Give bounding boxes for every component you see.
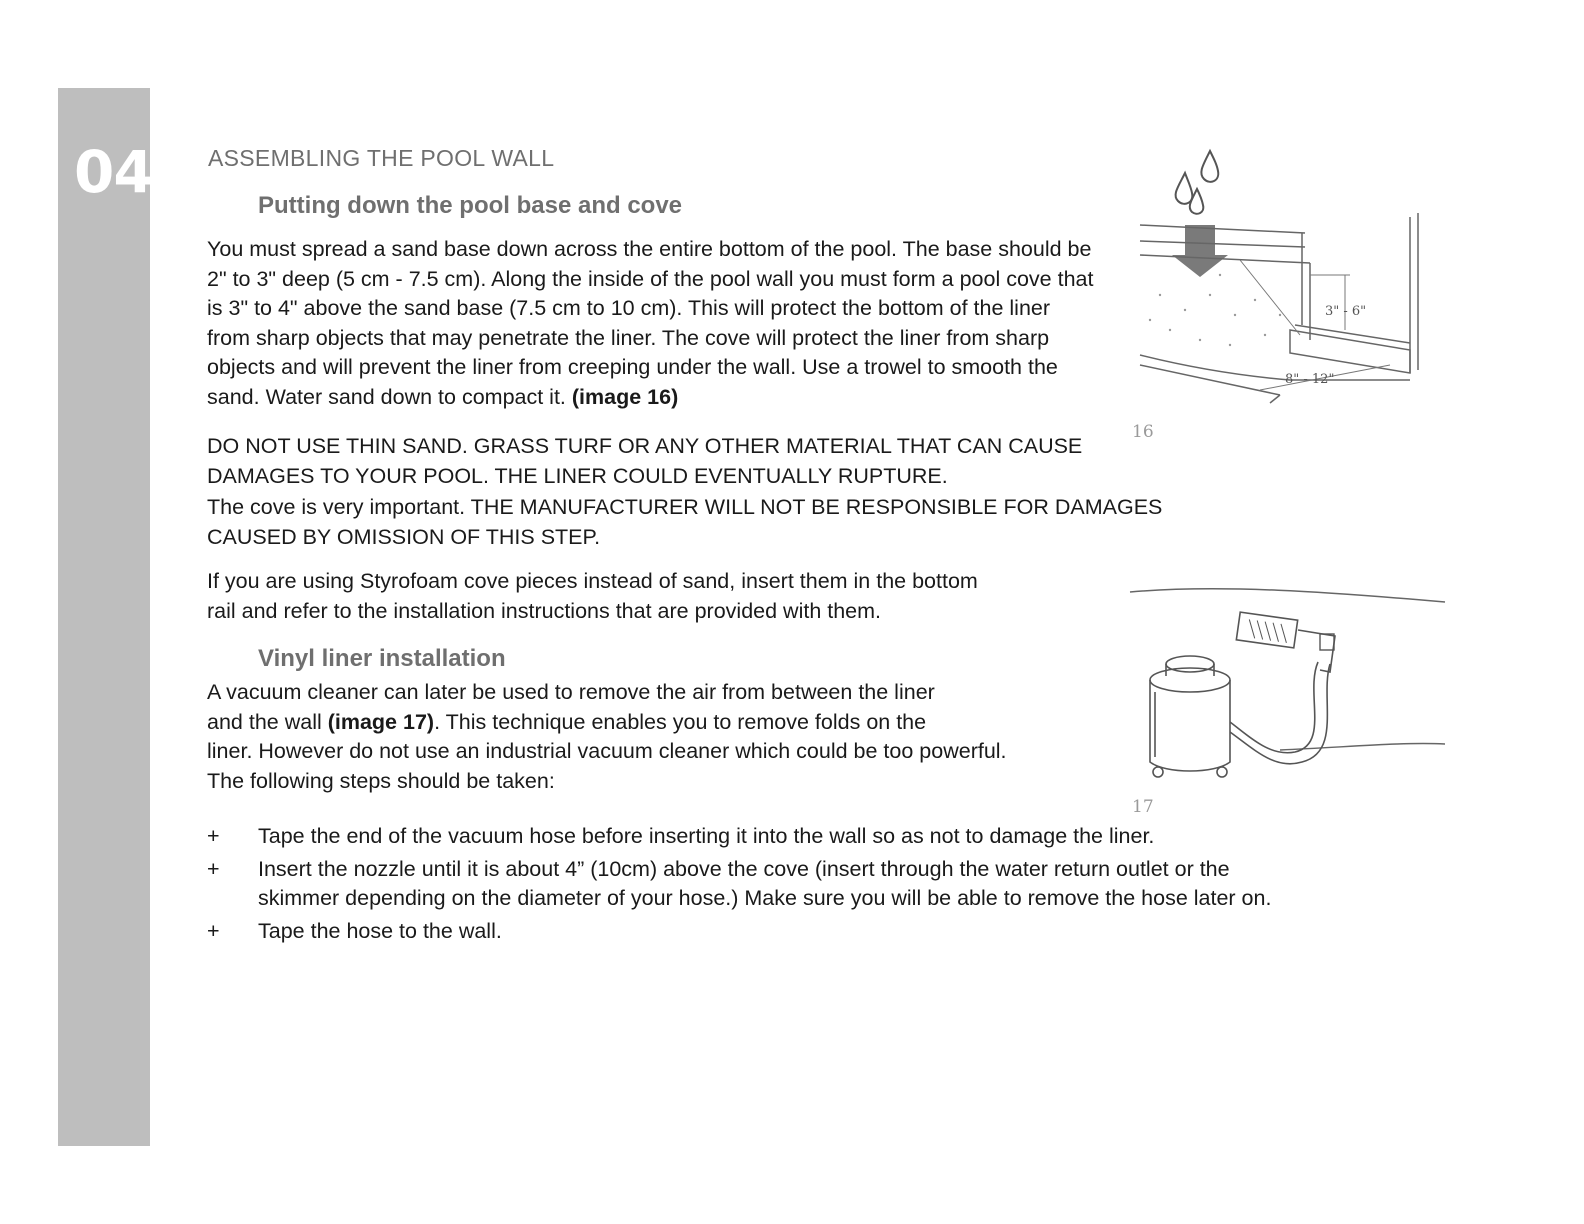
text-line: objects and will prevent the liner from creeping under the wall. Use a trowel to smooth the bbox=[207, 355, 1058, 380]
sand-texture bbox=[1149, 274, 1281, 346]
text-line: The cove is very important. THE MANUFACTURER WILL NOT BE RESPONSIBLE FOR DAMAGES bbox=[207, 495, 1163, 519]
paragraph-sand-base bbox=[207, 235, 1093, 413]
text-line: liner. However do not use an industrial vacuum cleaner which could be too powerful. bbox=[207, 739, 1007, 764]
figure-16-cove-diagram bbox=[1132, 145, 1450, 450]
list-item bbox=[207, 855, 1271, 914]
figure-label: 16 bbox=[1132, 422, 1154, 442]
vacuum-cleaner-icon bbox=[1150, 656, 1230, 777]
text-line: DAMAGES TO YOUR POOL. THE LINER COULD EVENTUALLY RUPTURE. bbox=[207, 463, 948, 488]
text-fragment: . This technique enables you to remove folds on the bbox=[434, 709, 927, 734]
subheading-vinyl-liner: Vinyl liner installation bbox=[258, 645, 506, 672]
text-line: is 3" to 4" above the sand base (7.5 cm to 10 cm). This will protect the bottom of the liner bbox=[207, 296, 1051, 321]
text-line: CAUSED BY OMISSION OF THIS STEP. bbox=[207, 524, 601, 549]
text-line bbox=[207, 708, 1007, 738]
sand-slope bbox=[1240, 260, 1390, 390]
warning-cove bbox=[207, 493, 1162, 552]
paragraph-vacuum bbox=[207, 678, 1007, 796]
down-arrow-icon bbox=[1172, 225, 1228, 277]
text-line: skimmer depending on the diameter of your hose.) Make sure you will be able to remove the hose later on. bbox=[258, 886, 1272, 910]
list-item bbox=[207, 917, 1271, 947]
water-drops-icon bbox=[1176, 151, 1219, 214]
text-line: The following steps should be taken: bbox=[207, 768, 555, 793]
figure-label: 17 bbox=[1132, 797, 1154, 817]
text-fragment: sand. Water sand down to compact it. bbox=[207, 384, 572, 409]
bullet-mark: + bbox=[207, 856, 220, 881]
image-reference: (image 16) bbox=[571, 384, 679, 409]
dimension-height: 3" - 6" bbox=[1325, 304, 1367, 319]
figure-17-vacuum-diagram bbox=[1130, 572, 1450, 824]
text-line: rail and refer to the installation instructions that are provided with them. bbox=[207, 598, 882, 623]
text-line: from sharp objects that may penetrate the liner. The cove will protect the liner from sharp bbox=[207, 325, 1050, 350]
steps-list bbox=[207, 822, 1271, 949]
text-fragment: and the wall bbox=[207, 709, 328, 734]
text-line: A vacuum cleaner can later be used to remove the air from between the liner bbox=[207, 680, 935, 704]
text-line: 2" to 3" deep (5 cm - 7.5 cm). Along the inside of the pool wall you must form a pool cove that bbox=[207, 266, 1094, 291]
text-line: Insert the nozzle until it is about 4” (10cm) above the cove (insert through the water return outlet or the bbox=[258, 856, 1230, 881]
warning-sand bbox=[207, 432, 1082, 491]
text-line: If you are using Styrofoam cove pieces instead of sand, insert them in the bottom bbox=[207, 569, 978, 593]
subheading-base-and-cove: Putting down the pool base and cove bbox=[258, 192, 683, 219]
text-line: DO NOT USE THIN SAND. GRASS TURF OR ANY OTHER MATERIAL THAT CAN CAUSE bbox=[207, 434, 1083, 458]
dimension-width: 8" - 12" bbox=[1285, 372, 1335, 387]
text-line: Tape the hose to the wall. bbox=[258, 918, 502, 943]
bullet-mark: + bbox=[207, 824, 220, 848]
bullet-mark: + bbox=[207, 918, 220, 943]
image-reference: (image 17) bbox=[327, 709, 435, 734]
nozzle-icon bbox=[1236, 612, 1335, 672]
text-line: Tape the end of the vacuum hose before inserting it into the wall so as not to damage the liner. bbox=[258, 824, 1155, 848]
chapter-sidebar bbox=[58, 88, 150, 1146]
paragraph-styrofoam bbox=[207, 567, 978, 626]
chapter-number: 04 bbox=[74, 138, 153, 206]
section-title: ASSEMBLING THE POOL WALL bbox=[208, 145, 555, 171]
list-item bbox=[207, 822, 1271, 852]
text-line bbox=[207, 383, 1093, 413]
text-line: You must spread a sand base down across the entire bottom of the pool. The base should be bbox=[207, 237, 1092, 261]
